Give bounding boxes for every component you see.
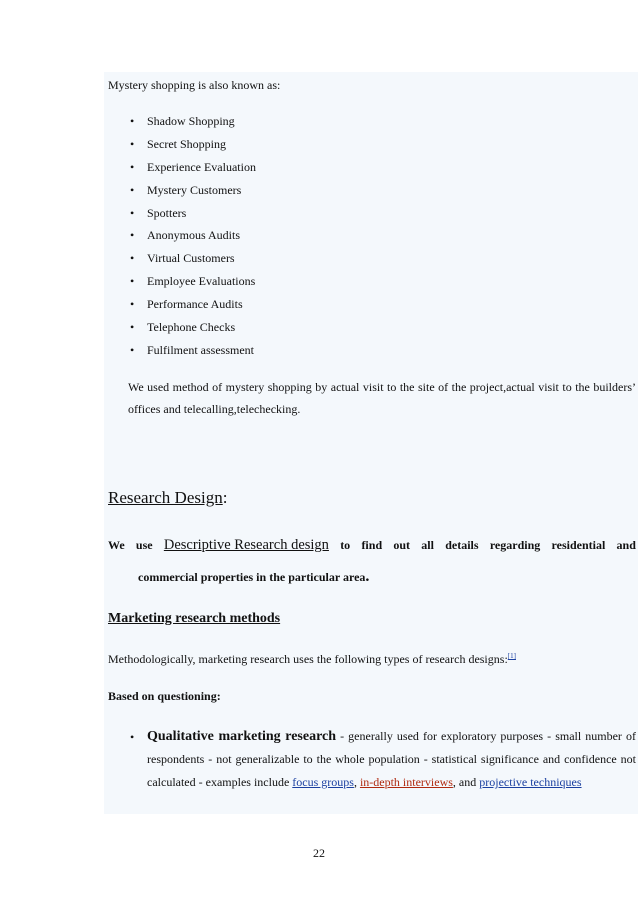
separator: , and <box>452 775 480 789</box>
word: all <box>421 538 434 552</box>
research-design-period: . <box>365 568 370 585</box>
synonym-list-item: • Anonymous Audits <box>130 227 256 250</box>
word-use: use <box>135 538 153 552</box>
qualitative-paragraph <box>147 725 636 794</box>
synonym-list-item: • Mystery Customers <box>130 182 256 205</box>
focus-groups-link[interactable]: focus groups <box>292 775 354 789</box>
synonym-list <box>130 113 256 365</box>
separator: , <box>353 775 360 789</box>
based-on-questioning: Based on questioning: <box>108 689 221 703</box>
research-design-line1 <box>108 537 636 554</box>
word: regarding <box>489 538 541 552</box>
methods-intro <box>108 652 516 667</box>
research-design-heading-colon: : <box>222 488 228 507</box>
research-design-heading <box>108 488 227 508</box>
descriptive-research-design: Descriptive Research design <box>163 537 329 553</box>
synonym-list-item: • Spotters <box>130 205 256 228</box>
word: find <box>361 538 383 552</box>
qualitative-title: Qualitative marketing research <box>147 729 337 744</box>
usage-paragraph: We used method of mystery shopping by actual visit to the site of the project,actual visit to the builders’ offices and telecalling,telechecking. <box>128 380 636 416</box>
projective-techniques-link[interactable]: projective techniques <box>479 775 582 789</box>
page-number: 22 <box>313 846 325 860</box>
synonym-list-item: • Employee Evaluations <box>130 273 256 296</box>
synonym-list-item: • Virtual Customers <box>130 250 256 273</box>
word: and <box>616 538 636 552</box>
research-design-line2-text: commercial properties in the particular area <box>138 570 366 584</box>
qualitative-text: - generally used for exploratory purposes - small number of respondents - not generalizable to the whole population - statistical significance and confidence not calculated - examples include <box>147 729 636 789</box>
word: residential <box>551 538 606 552</box>
word: details <box>445 538 479 552</box>
bullet-icon: • <box>130 730 135 744</box>
word: out <box>393 538 411 552</box>
word-we: We <box>108 538 125 552</box>
synonym-list-item: • Telephone Checks <box>130 319 256 342</box>
word: to <box>340 538 351 552</box>
synonym-list-item: • Fulfilment assessment <box>130 342 256 365</box>
citation-link[interactable]: [1] <box>507 652 516 660</box>
research-design-heading-text: Research Design <box>108 488 223 507</box>
methods-intro-text: Methodologically, marketing research uses the following types of research designs: <box>108 652 508 666</box>
synonym-list-item: • Performance Audits <box>130 296 256 319</box>
intro-text: Mystery shopping is also known as: <box>108 78 281 92</box>
in-depth-interviews-link[interactable]: in-depth interviews <box>359 775 453 789</box>
research-design-line2 <box>138 568 369 586</box>
synonym-list-item: • Experience Evaluation <box>130 159 256 182</box>
marketing-research-methods-heading: Marketing research methods <box>108 611 281 626</box>
synonym-list-item: • Shadow Shopping <box>130 113 256 136</box>
synonym-list-item: • Secret Shopping <box>130 136 256 159</box>
